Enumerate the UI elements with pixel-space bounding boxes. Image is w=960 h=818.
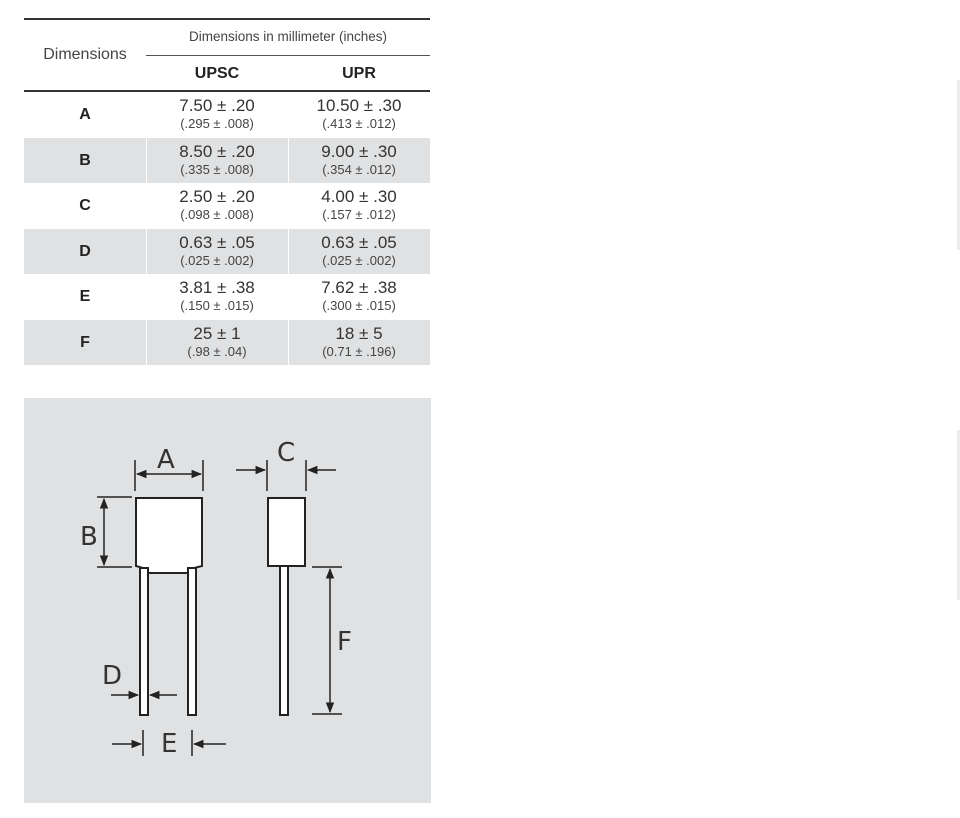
label-c: C (277, 438, 296, 468)
side-view-component (268, 498, 305, 715)
row-label: D (79, 242, 91, 260)
table-top-rule (24, 18, 430, 20)
value-inches: (.025 ± .002) (180, 252, 254, 268)
cell-upr (288, 278, 430, 314)
table-row (24, 183, 430, 229)
value-mm: 4.00 ± .30 (321, 187, 397, 206)
value-inches: (0.71 ± .196) (322, 343, 396, 359)
label-e: E (161, 729, 178, 759)
cell-upsc (146, 233, 288, 269)
row-label: B (79, 151, 91, 169)
value-inches: (.335 ± .008) (180, 161, 254, 177)
value-mm: 0.63 ± .05 (321, 232, 397, 252)
value-mm: 0.63 ± .05 (179, 232, 255, 252)
value-mm: 7.62 ± .38 (321, 278, 397, 297)
value-mm: 25 ± 1 (193, 323, 241, 343)
value-mm: 10.50 ± .30 (316, 96, 402, 115)
cell-upr (288, 233, 430, 269)
capacitor-drawing (24, 398, 431, 803)
row-label: A (79, 106, 91, 123)
dimension-e (112, 729, 226, 759)
cell-upsc (146, 187, 288, 223)
lead-right (188, 568, 196, 715)
table-row (24, 274, 430, 320)
value-mm: 3.81 ± .38 (179, 278, 255, 297)
dimension-diagram (24, 398, 431, 803)
label-f: F (337, 627, 352, 657)
value-inches: (.295 ± .008) (180, 116, 254, 131)
cell-upr (288, 187, 430, 223)
header-units: Dimensions in millimeter (inches) (188, 29, 388, 44)
row-label: E (79, 288, 91, 305)
column-header-upr: UPR (342, 65, 376, 82)
header-mid-rule (146, 55, 430, 56)
header-dimensions: Dimensions (43, 46, 127, 63)
value-inches: (.98 ± .04) (187, 343, 247, 359)
dimension-f (312, 567, 352, 714)
dimension-c (236, 438, 336, 491)
label-a: A (157, 445, 175, 475)
value-inches: (.300 ± .015) (322, 298, 396, 313)
capacitor-body-front (136, 498, 202, 573)
value-mm: 9.00 ± .30 (321, 141, 397, 161)
value-inches: (.025 ± .002) (322, 252, 396, 268)
value-inches: (.157 ± .012) (322, 207, 396, 222)
value-inches: (.150 ± .015) (180, 298, 254, 313)
value-mm: 8.50 ± .20 (179, 141, 255, 161)
label-b: B (80, 522, 98, 552)
cell-upr (288, 96, 430, 132)
value-mm: 18 ± 5 (335, 323, 383, 343)
column-header-upsc: UPSC (194, 65, 240, 82)
dimension-b (80, 497, 132, 567)
capacitor-body-side (268, 498, 305, 566)
cell-upr (288, 324, 430, 360)
lead-side (280, 566, 288, 715)
label-d: D (102, 661, 123, 691)
value-mm: 7.50 ± .20 (179, 96, 255, 115)
cell-upsc (146, 278, 288, 314)
table-row (24, 320, 430, 366)
table-row (24, 229, 430, 275)
dimension-a (135, 445, 203, 491)
value-inches: (.413 ± .012) (322, 116, 396, 131)
front-view-component (136, 498, 202, 715)
value-mm: 2.50 ± .20 (179, 187, 255, 206)
cell-upsc (146, 324, 288, 360)
row-label: F (80, 333, 90, 351)
value-inches: (.354 ± .012) (322, 161, 396, 177)
cell-upsc (146, 142, 288, 178)
table-row (24, 92, 430, 138)
cell-upsc (146, 96, 288, 132)
table-row (24, 138, 430, 184)
value-inches: (.098 ± .008) (180, 207, 254, 222)
row-label: C (79, 197, 91, 214)
table-body (24, 92, 430, 365)
lead-left (140, 568, 148, 715)
cell-upr (288, 142, 430, 178)
